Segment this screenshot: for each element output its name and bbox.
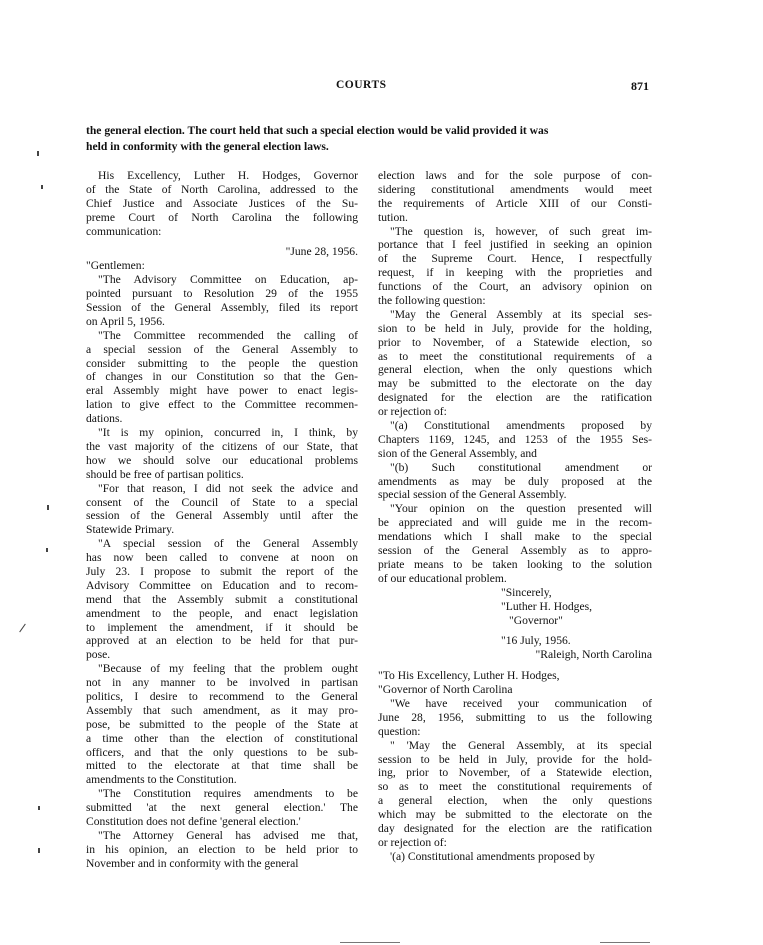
text-line: portance that I feel justified in seeking an opinion [378, 238, 652, 252]
text-line: lation to give effect to the Committee recommen- [86, 398, 358, 412]
text-line: sion of the General Assembly, and [378, 446, 537, 460]
text-line: a general election, when the only questions [378, 794, 652, 808]
text-line: how we should solve our educational problems [86, 453, 358, 467]
text-line: Constitution does not define 'general election.' [86, 814, 301, 828]
text-line: November and in conformity with the general [86, 856, 299, 870]
text-line: eral Assembly might have power to enact legis- [86, 384, 358, 398]
text-line: amendment to the people, and enact legislation [86, 606, 358, 620]
text-line: "(b) Such constitutional amendment or [390, 460, 652, 474]
text-line: sidering constitutional amendments would meet [378, 182, 652, 196]
signature-title: "Governor" [509, 613, 563, 627]
running-title: COURTS [336, 79, 387, 91]
address-line: "Governor of North Carolina [378, 683, 513, 697]
paragraph [378, 419, 652, 461]
paragraph [378, 308, 652, 419]
text-line: question: [378, 724, 421, 738]
paragraph [378, 461, 652, 503]
spacer [378, 662, 652, 669]
reply-place: "Raleigh, North Carolina [535, 648, 652, 662]
text-line: sion to be held in July, provide for the holding, [378, 321, 652, 335]
signature-closing: "Sincerely, [501, 585, 552, 599]
text-line: amendments as may be duly proposed at the [378, 474, 652, 488]
running-header [0, 79, 763, 99]
text-line: functions of the Court, an advisory opinion on [378, 280, 652, 294]
text-line: "The Constitution requires amendments to be [98, 787, 358, 801]
text-line: designated for the election are the ratification [378, 391, 652, 405]
text-line: may be submitted to the electorate on the day [378, 377, 652, 391]
text-line: prior to November, of a Statewide election, so [378, 335, 652, 349]
text-line: consider submitting to the people the question [86, 356, 358, 370]
text-line: submitted 'at the next general election.' The [86, 801, 358, 815]
text-line: "We have received your communication of [390, 697, 652, 711]
left-column [86, 169, 358, 871]
text-line: "Because of my feeling that the problem ought [98, 662, 358, 676]
text-line: of our educational problem. [378, 571, 507, 585]
text-line: "Your opinion on the question presented will [390, 502, 652, 516]
text-line: "A special session of the General Assembly [98, 537, 358, 551]
paragraph [378, 739, 652, 850]
text-line: on April 5, 1956. [86, 314, 165, 328]
text-line: June 28, 1956, submitting to us the following [378, 710, 652, 724]
address-line: "To His Excellency, Luther H. Hodges, [378, 669, 560, 683]
paragraph [86, 273, 358, 329]
text-line: priate means to be taken looking to the solution [378, 557, 652, 571]
text-line: "The question is, however, of such great im- [390, 224, 652, 238]
letter-date: "June 28, 1956. [285, 245, 358, 259]
spacer [378, 627, 652, 634]
paragraph [378, 697, 652, 739]
text-line: Statewide Primary. [86, 523, 175, 537]
paragraph [86, 426, 358, 482]
text-line: a special session of the General Assembly to [86, 342, 358, 356]
text-line: "For that reason, I did not seek the advice and [98, 481, 358, 495]
text-line: to implement the amendment, if it should be [86, 620, 358, 634]
text-line: has now been called to convene at noon on [86, 551, 358, 565]
bottom-scan-line [600, 942, 650, 943]
text-line: pose, be submitted to the people of the State at [86, 717, 358, 731]
text-line: day designated for the election are the ratification [378, 822, 652, 836]
text-line: of the State of North Carolina, addressed to the [86, 182, 358, 196]
text-line: request, if in keeping with the proprieties and [378, 266, 652, 280]
text-line: special session of the General Assembly. [378, 488, 567, 502]
text-line: mitted to the electorate at that time shall be [86, 759, 358, 773]
text-line: communication: [86, 224, 162, 238]
text-line: "The Attorney General has advised me that, [98, 828, 358, 842]
text-line: " 'May the General Assembly, at its special [390, 738, 652, 752]
text-line: a time other than the election of constitutional [86, 731, 358, 745]
text-line: pose. [86, 648, 111, 662]
text-line: approved at an election to be held for that pur- [86, 634, 358, 648]
text-line: not in any manner to be involved in partisan [86, 676, 358, 690]
text-line: July 23. I propose to submit the report of the [86, 564, 358, 578]
text-line: of changes in our Constitution so that the Gen- [86, 370, 358, 384]
text-line: Assembly that such amendment, as it may pro- [86, 703, 358, 717]
text-line: session of the General Assembly as to appro- [378, 544, 652, 558]
paragraph [86, 829, 358, 871]
text-line: be appreciated and will guide me in the recom- [378, 516, 652, 530]
text-line: Chief Justice and Associate Justices of the Su- [86, 196, 358, 210]
text-line: the following question: [378, 294, 486, 308]
paragraph [86, 787, 358, 829]
paragraph [86, 329, 358, 426]
text-line: as to meet the constitutional requirements of a [378, 349, 652, 363]
headnote-summary [86, 123, 666, 155]
text-line: election laws and for the sole purpose of con- [378, 169, 652, 182]
text-line: session to be held in July, provide for the hold- [378, 752, 652, 766]
page-number: 871 [631, 79, 649, 93]
paragraph [378, 225, 652, 308]
text-line: Chapters 1169, 1245, and 1253 of the 1955 Ses- [378, 432, 652, 446]
text-line: or rejection of: [378, 405, 447, 419]
text-line: mendations which I shall make to the special [378, 530, 652, 544]
text-line: "The Advisory Committee on Education, ap- [98, 273, 358, 287]
text-line: '(a) Constitutional amendments proposed by [390, 849, 595, 863]
text-line: general election, when the only questions which [378, 363, 652, 377]
text-line: "The Committee recommended the calling of [98, 328, 358, 342]
text-line: "May the General Assembly at its special ses- [390, 307, 652, 321]
text-line: officers, and that the only questions to be sub- [86, 745, 358, 759]
text-line: in his opinion, an election to be held prior to [86, 842, 358, 856]
text-line: His Excellency, Luther H. Hodges, Governor [98, 169, 358, 182]
text-line: pointed pursuant to Resolution 29 of the 1955 [86, 287, 358, 301]
text-line: amendments to the Constitution. [86, 773, 237, 787]
right-column [378, 169, 652, 864]
text-line: consent of the Council of State to a special [86, 495, 358, 509]
text-line: or rejection of: [378, 835, 447, 849]
salutation: "Gentlemen: [86, 259, 145, 273]
paragraph [86, 169, 358, 238]
text-line: dations. [86, 412, 123, 426]
text-line: tution. [378, 210, 408, 224]
paragraph [86, 482, 358, 538]
text-line: session of the General Assembly until after the [86, 509, 358, 523]
reply-date: "16 July, 1956. [501, 634, 571, 648]
paragraph [86, 537, 358, 662]
text-line: mend that the Assembly submit a constitutional [86, 592, 358, 606]
paragraph [86, 662, 358, 787]
text-line: the vast majority of the citizens of our State, that [86, 439, 358, 453]
spacer [86, 238, 358, 245]
text-line: so as to meet the constitutional requirements of [378, 780, 652, 794]
bottom-scan-line [340, 942, 400, 943]
text-line: Advisory Committee on Education and to recom- [86, 578, 358, 592]
paragraph [378, 502, 652, 585]
text-line: of the Supreme Court. Hence, I respectfully [378, 252, 652, 266]
paragraph [378, 169, 652, 225]
text-line: the requirements of Article XIII of our Consti- [378, 196, 652, 210]
text-line: "(a) Constitutional amendments proposed by [390, 419, 652, 433]
summary-line: the general election. The court held that such a special election would be valid provided it was [86, 124, 549, 137]
text-line: Session of the General Assembly, filed its report [86, 301, 358, 315]
paragraph [378, 850, 652, 864]
text-line: which may be submitted to the electorate on the [378, 808, 652, 822]
summary-line: held in conformity with the general election laws. [86, 140, 329, 153]
text-line: politics, I desire to recommend to the General [86, 689, 358, 703]
text-line: "It is my opinion, concurred in, I think, by [98, 426, 358, 440]
signature-name: "Luther H. Hodges, [501, 599, 593, 613]
text-line: preme Court of North Carolina the following [86, 210, 358, 224]
text-line: ing, prior to November, of a Statewide election, [378, 766, 652, 780]
text-line: should be free of partisan politics. [86, 467, 244, 481]
